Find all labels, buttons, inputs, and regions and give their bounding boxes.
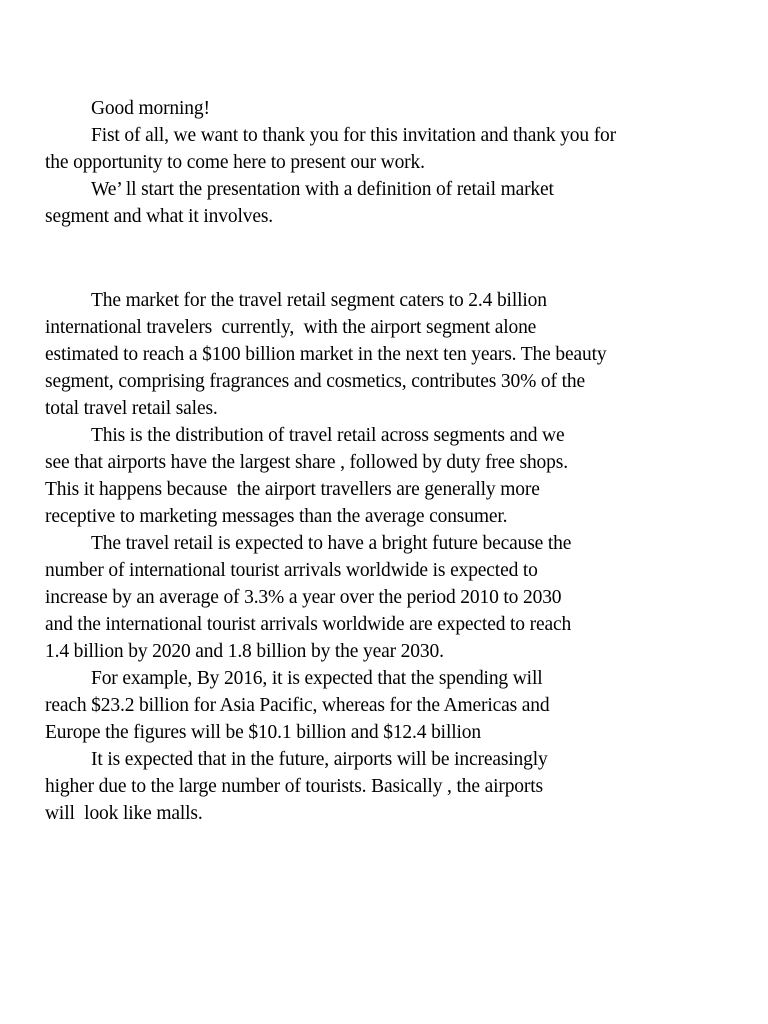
paragraph-line: It is expected that in the future, airports will be increasingly: [91, 749, 548, 770]
paragraph-line: segment and what it involves.: [45, 206, 273, 227]
paragraph-line: segment, comprising fragrances and cosmetics, contributes 30% of the: [45, 371, 585, 392]
paragraph-line: total travel retail sales.: [45, 398, 218, 419]
paragraph-line: increase by an average of 3.3% a year over the period 2010 to 2030: [45, 587, 562, 608]
paragraph-line: The travel retail is expected to have a bright future because the: [91, 533, 572, 554]
paragraph-line: number of international tourist arrivals worldwide is expected to: [45, 560, 538, 581]
paragraph-line: will look like malls.: [45, 803, 203, 824]
paragraph-line: receptive to marketing messages than the average consumer.: [45, 506, 508, 527]
paragraph-line: 1.4 billion by 2020 and 1.8 billion by the year 2030.: [45, 641, 444, 662]
paragraph-line: This it happens because the airport travellers are generally more: [45, 479, 540, 500]
paragraph-line: Europe the figures will be $10.1 billion and $12.4 billion: [45, 722, 481, 743]
paragraph-line: The market for the travel retail segment caters to 2.4 billion: [91, 290, 547, 311]
paragraph-line: We’ ll start the presentation with a definition of retail market: [91, 179, 554, 200]
paragraph-line: reach $23.2 billion for Asia Pacific, whereas for the Americas and: [45, 695, 550, 716]
paragraph-line: Fist of all, we want to thank you for this invitation and thank you for: [91, 125, 616, 146]
greeting-line: Good morning!: [91, 98, 210, 119]
paragraph-line: For example, By 2016, it is expected that the spending will: [91, 668, 543, 689]
paragraph-line: see that airports have the largest share , followed by duty free shops.: [45, 452, 568, 473]
paragraph-line: estimated to reach a $100 billion market in the next ten years. The beauty: [45, 344, 607, 365]
paragraph-line: the opportunity to come here to present our work.: [45, 152, 425, 173]
paragraph-line: higher due to the large number of tourists. Basically , the airports: [45, 776, 543, 797]
paragraph-line: international travelers currently, with the airport segment alone: [45, 317, 537, 338]
paragraph-line: This is the distribution of travel retail across segments and we: [91, 425, 565, 446]
paragraph-line: and the international tourist arrivals worldwide are expected to reach: [45, 614, 572, 635]
